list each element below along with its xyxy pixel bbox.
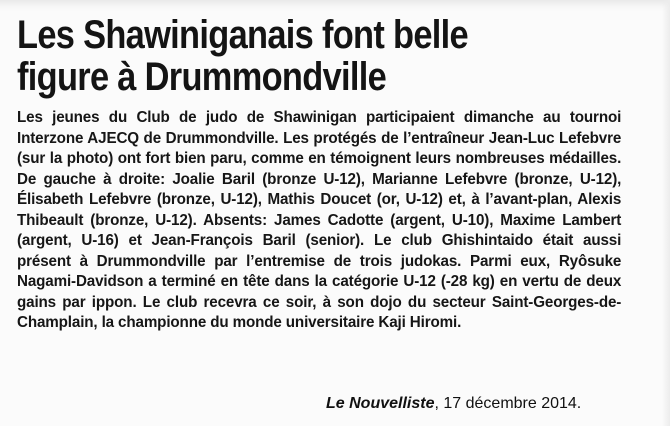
- publication-name: Le Nouvelliste: [326, 395, 435, 412]
- article-body: Les jeunes du Club de judo de Shawinigan participaient dimanche au tournoi Interzone AJECQ de Drummondville. Les protégés de l’entraîneur Jean-Luc Lefebvre (sur la photo) ont fort bien paru, comme en témoignent leurs nombreuses médailles. De gauche à droite: Joalie Baril (bronze U-12), Marianne Lefebvre (bronze, U-12), Élisabeth Lefebvre (bronze, U-12), Mathis Doucet (or, U-12) et, à l’avant-plan, Alexis Thibeault (bronze, U-12). Absents: James Cadotte (argent, U-10), Maxime Lambert (argent, U-16) et Jean-François Baril (senior). Le club Ghishintaido était aussi présent à Drummondville par l’entremise de trois judokas. Parmi eux, Ryôsuke Nagami-Davidson a terminé en tête dans la catégorie U-12 (-28 kg) en vertu de deux gains par ippon. Le club recevra ce soir, à son dojo du secteur Saint-Georges-de-Champlain, la championne du monde universitaire Kaji Hiromi.: [17, 109, 622, 331]
- headline-line-1: Les Shawiniganais font belle: [17, 13, 468, 57]
- source-caption: [326, 394, 652, 414]
- headline-line-2: figure à Drummondville: [17, 55, 387, 99]
- article-headline: [17, 13, 468, 99]
- publication-date: , 17 décembre 2014.: [434, 395, 582, 412]
- scan-edge-shadow: [662, 0, 670, 426]
